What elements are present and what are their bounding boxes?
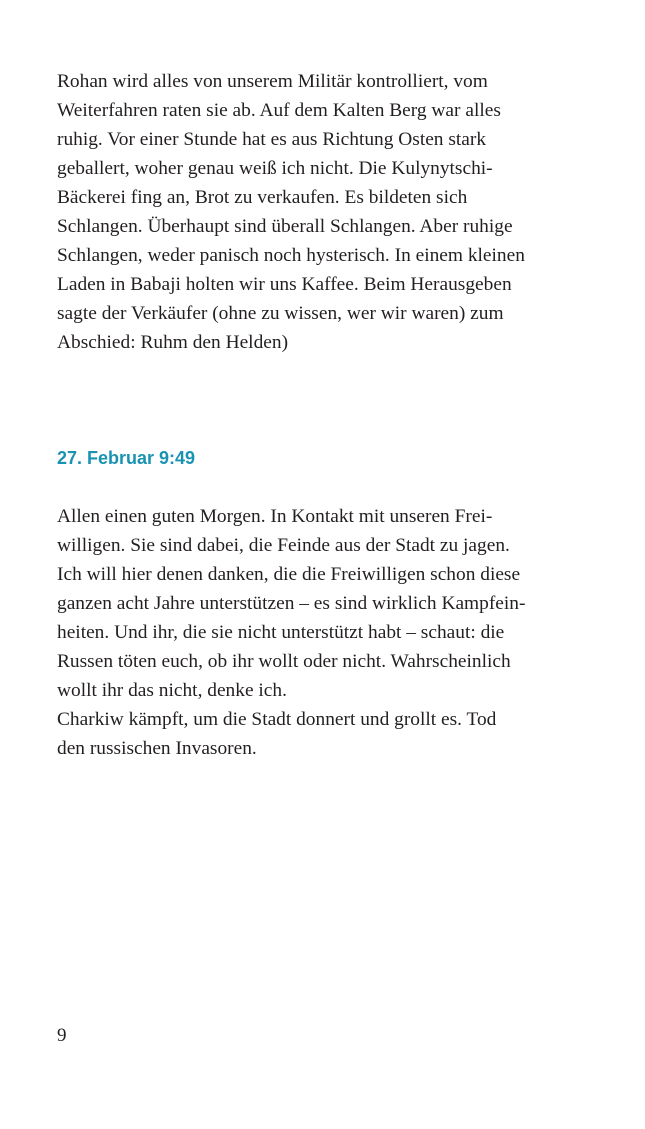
- text-line: Abschied: Ruhm den Helden): [57, 332, 289, 353]
- text-line: Allen einen guten Morgen. In Kontakt mit unseren Frei-: [57, 506, 493, 527]
- text-line: ruhig. Vor einer Stunde hat es aus Richtung Osten stark: [57, 129, 487, 150]
- text-line: Schlangen, weder panisch noch hysterisch. In einem kleinen: [57, 245, 525, 266]
- entry-heading: 27. Februar 9:49: [57, 448, 196, 468]
- page-number: 9: [57, 1025, 67, 1046]
- text-line: Ich will hier denen danken, die die Freiwilligen schon diese: [57, 564, 521, 585]
- text-line: willigen. Sie sind dabei, die Feinde aus der Stadt zu jagen.: [57, 535, 510, 556]
- text-line: den russischen Invasoren.: [57, 738, 257, 759]
- text-line: sagte der Verkäufer (ohne zu wissen, wer wir waren) zum: [57, 303, 504, 324]
- text-line: Schlangen. Überhaupt sind überall Schlangen. Aber ruhige: [57, 216, 513, 237]
- text-line: heiten. Und ihr, die sie nicht unterstützt habt – schaut: die: [57, 622, 505, 643]
- text-line: Bäckerei fing an, Brot zu verkaufen. Es bildeten sich: [57, 187, 468, 208]
- text-line: ganzen acht Jahre unterstützen – es sind wirklich Kampfein-: [57, 593, 526, 614]
- text-line: wollt ihr das nicht, denke ich.: [57, 680, 287, 701]
- text-line: geballert, woher genau weiß ich nicht. Die Kulynytschi-: [57, 158, 493, 179]
- text-line: Rohan wird alles von unserem Militär kontrolliert, vom: [57, 71, 488, 92]
- text-line: Laden in Babaji holten wir uns Kaffee. Beim Herausgeben: [57, 274, 512, 295]
- text-line: Weiterfahren raten sie ab. Auf dem Kalten Berg war alles: [57, 100, 501, 121]
- text-line: Charkiw kämpft, um die Stadt donnert und grollt es. Tod: [57, 709, 497, 730]
- text-line: Russen töten euch, ob ihr wollt oder nicht. Wahrscheinlich: [57, 651, 511, 672]
